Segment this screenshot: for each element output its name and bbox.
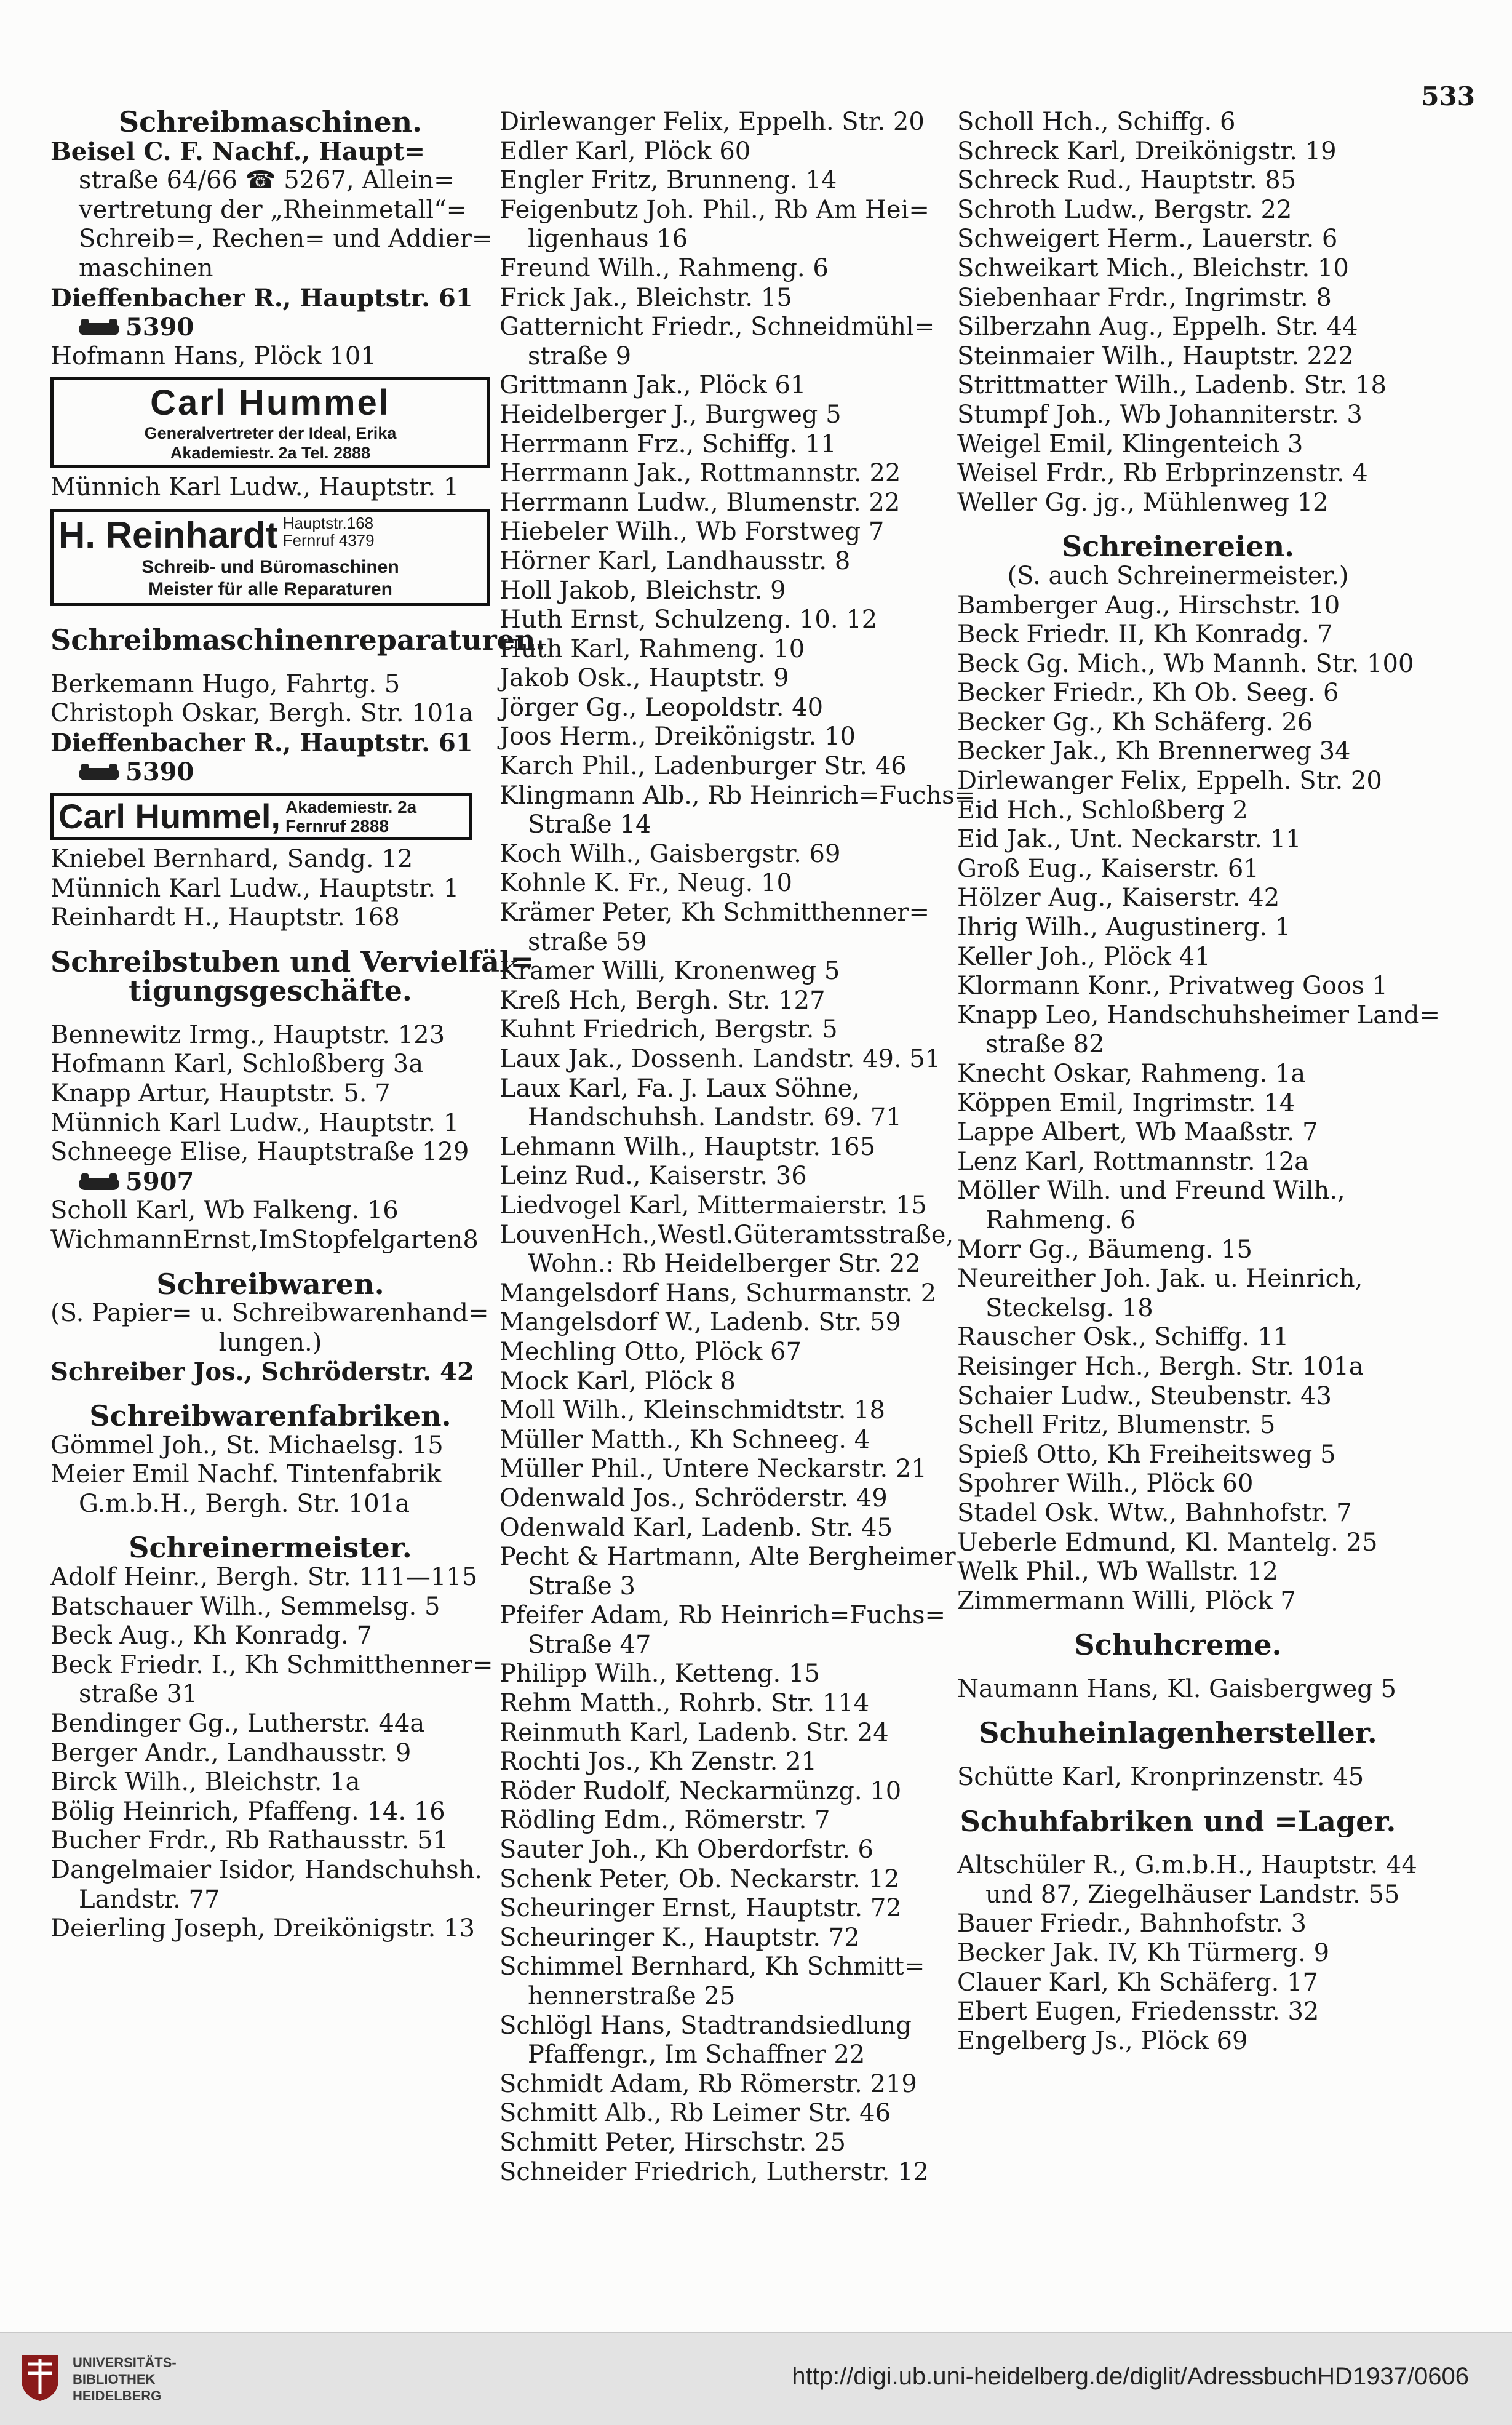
telephone-icon [79,768,119,780]
directory-entry: Gömmel Joh., St. Michaelsg. 15 [50,1431,444,1460]
entry-continuation: Straße 47 [528,1630,651,1659]
directory-entry: Becker Friedr., Kh Ob. Seeg. 6 [957,679,1339,708]
section-heading: Schuhfabriken und =Lager. [960,1804,1396,1838]
directory-entry: Pecht & Hartmann, Alte Bergheimer [499,1543,956,1572]
directory-entry: Schmitt Peter, Hirschstr. 25 [499,2128,846,2157]
directory-entry: Naumann Hans, Kl. Gaisbergweg 5 [957,1674,1396,1703]
directory-entry: Dirlewanger Felix, Eppelh. Str. 20 [499,108,925,136]
directory-entry: Müller Phil., Untere Neckarstr. 21 [499,1455,927,1484]
directory-entry: Klormann Konr., Privatweg Goos 1 [957,972,1388,1001]
entry-continuation: Wohn.: Rb Heidelberger Str. 22 [528,1250,921,1279]
directory-entry: Herrmann Frz., Schiffg. 11 [499,429,837,458]
directory-entry: Birck Wilh., Bleichstr. 1a [50,1768,360,1797]
directory-entry: Beck Aug., Kh Konradg. 7 [50,1621,372,1650]
directory-entry: Schmidt Adam, Rb Römerstr. 219 [499,2069,917,2098]
directory-entry: Laux Jak., Dossenh. Landstr. 49. 51 [499,1045,941,1073]
directory-entry: Kreß Hch, Bergh. Str. 127 [499,986,826,1015]
ad-meta-line: Fernruf 2888 [285,816,389,836]
cross-reference: (S. auch Schreinermeister.) [1007,561,1349,590]
directory-entry: Schneider Friedrich, Lutherstr. 12 [499,2157,929,2186]
directory-entry: Knapp Artur, Hauptstr. 5. 7 [50,1079,391,1108]
section-heading: tigungsgeschäfte. [129,974,412,1008]
entry-continuation: Handschuhsh. Landstr. 69. 71 [528,1103,902,1132]
directory-entry: Huth Karl, Rahmeng. 10 [499,634,805,663]
university-seal-icon [18,2352,62,2402]
directory-entry: Engler Fritz, Brunneng. 14 [499,166,837,195]
directory-entry: Lappe Albert, Wb Maaßstr. 7 [957,1118,1318,1147]
column-middle [499,108,976,2187]
advertisement-box [50,793,472,840]
spacer [957,1660,1399,1675]
directory-entry: Engelberg Js., Plöck 69 [957,2026,1248,2055]
directory-entry: Zimmermann Willi, Plöck 7 [957,1586,1296,1615]
ad-meta [283,514,375,549]
directory-entry: Groß Eug., Kaiserstr. 61 [957,854,1259,883]
entry-continuation: Landstr. 77 [79,1885,220,1914]
directory-entry: Siebenhaar Frdr., Ingrimstr. 8 [957,283,1332,312]
directory-entry: Joos Herm., Dreikönigstr. 10 [499,722,856,751]
spacer [50,655,490,670]
phone-number: 5390 [125,757,194,787]
directory-entry: Kniebel Bernhard, Sandg. 12 [50,844,413,873]
directory-entry: Freund Wilh., Rahmeng. 6 [499,254,829,282]
directory-entry: Welk Phil., Wb Wallstr. 12 [957,1557,1278,1586]
entry-continuation: straße 82 [985,1030,1105,1059]
ad-line: Schreib- und Büromaschinen [141,556,399,577]
directory-entry: Schreck Karl, Dreikönigstr. 19 [957,137,1337,166]
directory-entry: Koch Wilh., Gaisbergstr. 69 [499,839,841,868]
directory-entry: Beck Friedr. I., Kh Schmitthenner= [50,1650,493,1679]
entry-continuation: straße 9 [528,342,632,370]
directory-entry: Meier Emil Nachf. Tintenfabrik [50,1460,442,1489]
directory-entry: Sauter Joh., Kh Oberdorfstr. 6 [499,1836,873,1864]
directory-entry: Eid Hch., Schloßberg 2 [957,796,1248,825]
directory-entry: Kramer Willi, Kronenweg 5 [499,957,840,986]
ad-line: Meister für alle Reparaturen [148,578,392,599]
column-right [957,108,1440,2056]
directory-entry: Adolf Heinr., Bergh. Str. 111—115 [50,1562,478,1591]
directory-entry: Schaier Ludw., Steubenstr. 43 [957,1381,1332,1410]
directory-entry: Deierling Joseph, Dreikönigstr. 13 [50,1914,475,1943]
ad-meta-line: Hauptstr.168 [282,513,374,532]
page-number: 533 [1421,81,1475,111]
directory-entry: Bölig Heinrich, Pfaffeng. 14. 16 [50,1797,445,1826]
institution-line: HEIDELBERG [73,2388,162,2403]
directory-entry: Scheuringer Ernst, Hauptstr. 72 [499,1894,902,1923]
advertisement-box [50,509,490,606]
directory-entry: Jakob Osk., Hauptstr. 9 [499,664,789,693]
directory-entry: Dieffenbacher R., Hauptstr. 61 [50,283,473,313]
section-heading: Schreinermeister. [129,1531,412,1565]
directory-entry: Müller Matth., Kh Schneeg. 4 [499,1425,870,1454]
directory-entry: Rödling Edm., Römerstr. 7 [499,1806,830,1835]
directory-entry: Odenwald Karl, Ladenb. Str. 45 [499,1513,893,1542]
directory-entry: Bucher Frdr., Rb Rathausstr. 51 [50,1826,449,1855]
entry-continuation: Steckelsg. 18 [985,1293,1153,1322]
directory-entry: Christoph Oskar, Bergh. Str. 101a [50,699,474,728]
directory-entry: Lehmann Wilh., Hauptstr. 165 [499,1132,876,1161]
directory-entry: Karch Phil., Ladenburger Str. 46 [499,752,907,781]
ad-meta [285,797,416,836]
directory-entry: Spieß Otto, Kh Freiheitsweg 5 [957,1440,1336,1469]
institution-line: UNIVERSITÄTS- [73,2355,177,2370]
directory-entry: Berger Andr., Landhausstr. 9 [50,1738,412,1767]
directory-entry: Schroth Ludw., Bergstr. 22 [957,195,1292,224]
entry-continuation: ligenhaus 16 [528,225,688,254]
directory-entry: Münnich Karl Ludw., Hauptstr. 1 [50,473,460,502]
section-heading: Schreibmaschinen. [118,105,423,138]
entry-continuation: Rahmeng. 6 [985,1205,1136,1234]
entry-continuation: straße 31 [79,1680,198,1709]
directory-entry: Reisinger Hch., Bergh. Str. 101a [957,1352,1364,1381]
directory-entry: Stumpf Joh., Wb Johanniterstr. 3 [957,400,1363,429]
institution-name [73,2354,177,2404]
directory-entry: Scholl Karl, Wb Falkeng. 16 [50,1196,399,1225]
directory-entry: Steinmaier Wilh., Hauptstr. 222 [957,342,1354,370]
directory-entry: Mangelsdorf Hans, Schurmanstr. 2 [499,1279,937,1308]
directory-entry: Hörner Karl, Landhausstr. 8 [499,546,851,575]
directory-entry: Hölzer Aug., Kaiserstr. 42 [957,884,1280,913]
cross-reference: lungen.) [218,1328,322,1357]
directory-entry: Beck Gg. Mich., Wb Mannh. Str. 100 [957,649,1414,678]
directory-entry: Beisel C. F. Nachf., Haupt= [50,137,425,166]
directory-entry: Frick Jak., Bleichstr. 15 [499,283,792,312]
source-url-link[interactable]: http://digi.ub.uni-heidelberg.de/diglit/AdressbuchHD1937/0606 [792,2363,1469,2390]
directory-entry: Schreiber Jos., Schröderstr. 42 [50,1357,474,1387]
directory-entry: Schlögl Hans, Stadtrandsiedlung [499,2011,912,2040]
directory-entry: Schmitt Alb., Rb Leimer Str. 46 [499,2099,891,2128]
entry-continuation: straße 59 [528,927,647,956]
section-heading: Schreinereien. [1061,530,1295,564]
directory-entry: LouvenHch.,Westl.Güteramtsstraße, [499,1220,954,1249]
entry-continuation: Pfaffengr., Im Schaffner 22 [528,2040,865,2069]
directory-entry: Dangelmaier Isidor, Handschuhsh. [50,1855,483,1884]
institution-line: BIBLIOTHEK [73,2371,156,2387]
entry-continuation: vertretung der „Rheinmetall“= [79,195,468,224]
ad-title: Carl Hummel [150,383,391,423]
ad-title: Carl Hummel, [58,796,281,836]
telephone-icon [79,323,119,335]
directory-entry: Moll Wilh., Kleinschmidtstr. 18 [499,1396,885,1425]
entry-continuation: maschinen [79,254,213,282]
directory-entry: Schweikart Mich., Bleichstr. 10 [957,254,1349,282]
directory-entry: Kuhnt Friedrich, Bergstr. 5 [499,1015,838,1044]
directory-entry: Ihrig Wilh., Augustinerg. 1 [957,913,1291,942]
directory-entry: Kohnle K. Fr., Neug. 10 [499,869,792,898]
directory-entry: Hiebeler Wilh., Wb Forstweg 7 [499,517,885,546]
directory-entry: Knecht Oskar, Rahmeng. 1a [957,1060,1306,1088]
directory-entry: Ueberle Edmund, Kl. Mantelg. 25 [957,1528,1378,1557]
directory-entry: Philipp Wilh., Ketteng. 15 [499,1660,820,1688]
section-heading: Schreibstuben und Vervielfäl= [50,945,534,978]
directory-entry: Bennewitz Irmg., Hauptstr. 123 [50,1020,445,1049]
directory-entry: Rehm Matth., Rohrb. Str. 114 [499,1689,870,1718]
spacer [957,1836,1399,1851]
ad-title: H. Reinhardt [58,514,278,556]
entry-continuation: straße 64/66 ☎ 5267, Allein= [79,166,455,195]
directory-entry: Beck Friedr. II, Kh Konradg. 7 [957,620,1333,649]
directory-entry: Herrmann Jak., Rottmannstr. 22 [499,459,901,488]
directory-entry: Bendinger Gg., Lutherstr. 44a [50,1709,425,1738]
section-heading: Schreibwaren. [156,1267,384,1301]
directory-entry: Bauer Friedr., Bahnhofstr. 3 [957,1909,1307,1938]
ad-header-row [58,514,482,556]
directory-entry: WichmannErnst,ImStopfelgarten8 [50,1226,479,1255]
entry-continuation: Straße 14 [528,810,651,839]
ad-line: Generalvertreter der Ideal, Erika [144,424,397,443]
entry-continuation: Schreib=, Rechen= und Addier= [79,225,493,254]
directory-entry: Weller Gg. jg., Mühlenweg 12 [957,488,1329,517]
directory-entry: Silberzahn Aug., Eppelh. Str. 44 [957,313,1358,342]
ad-meta-line: Fernruf 4379 [282,530,375,549]
section-heading: Schuheinlagenhersteller. [979,1716,1377,1750]
entry-continuation: und 87, Ziegelhäuser Landstr. 55 [985,1880,1400,1909]
directory-entry: Schneege Elise, Hauptstraße 129 [50,1138,469,1167]
directory-entry: Münnich Karl Ludw., Hauptstr. 1 [50,1108,460,1137]
directory-entry: Schütte Karl, Kronprinzenstr. 45 [957,1763,1364,1792]
column-left [50,105,546,1944]
entry-continuation: Straße 3 [528,1572,635,1600]
directory-entry: (S. Papier= u. Schreibwarenhand= [50,1299,489,1328]
directory-entry: Schenk Peter, Ob. Neckarstr. 12 [499,1864,900,1893]
directory-entry: Scholl Hch., Schiffg. 6 [957,108,1236,136]
directory-entry: Bamberger Aug., Hirschstr. 10 [957,591,1340,620]
directory-entry: Weisel Frdr., Rb Erbprinzenstr. 4 [957,459,1368,488]
directory-entry: Liedvogel Karl, Mittermaierstr. 15 [499,1191,927,1220]
directory-entry: Feigenbutz Joh. Phil., Rb Am Hei= [499,195,929,224]
advertisement-box [50,377,490,468]
phone-number-entry [50,313,490,342]
directory-entry: Becker Jak. IV, Kh Türmerg. 9 [957,1939,1330,1968]
directory-entry: Jörger Gg., Leopoldstr. 40 [499,693,824,722]
directory-entry: Keller Joh., Plöck 41 [957,942,1211,971]
directory-entry: Röder Rudolf, Neckarmünzg. 10 [499,1776,902,1805]
directory-entry: Krämer Peter, Kh Schmitthenner= [499,898,930,927]
directory-entry: Rauscher Osk., Schiffg. 11 [957,1323,1289,1352]
section-heading: Schreibwarenfabriken. [89,1399,452,1432]
directory-entry: Schell Fritz, Blumenstr. 5 [957,1411,1276,1440]
directory-entry: Reinhardt H., Hauptstr. 168 [50,903,400,932]
directory-entry: Schweigert Herm., Lauerstr. 6 [957,225,1338,254]
directory-entry: Clauer Karl, Kh Schäferg. 17 [957,1968,1318,1997]
directory-entry: Köppen Emil, Ingrimstr. 14 [957,1089,1295,1117]
directory-entry: Morr Gg., Bäumeng. 15 [957,1235,1252,1264]
ad-meta-line: Akademiestr. 2a [285,797,417,817]
directory-entry: Becker Gg., Kh Schäferg. 26 [957,708,1313,737]
directory-entry: Edler Karl, Plöck 60 [499,137,751,166]
directory-entry: Herrmann Ludw., Blumenstr. 22 [499,488,901,517]
telephone-icon [79,1178,119,1190]
directory-entry: Münnich Karl Ludw., Hauptstr. 1 [50,874,460,903]
spacer [50,1006,490,1021]
directory-entry: Holl Jakob, Bleichstr. 9 [499,576,786,605]
directory-entry: Odenwald Jos., Schröderstr. 49 [499,1484,888,1512]
directory-entry: Scheuringer K., Hauptstr. 72 [499,1923,860,1952]
directory-entry: Hofmann Karl, Schloßberg 3a [50,1050,424,1079]
entry-continuation: hennerstraße 25 [528,1982,736,2010]
spacer [957,1748,1399,1763]
directory-entry: Altschüler R., G.m.b.H., Hauptstr. 44 [957,1851,1417,1880]
directory-entry: Lenz Karl, Rottmannstr. 12a [957,1147,1310,1176]
directory-entry: Weigel Emil, Klingenteich 3 [957,429,1303,458]
directory-entry: Klingmann Alb., Rb Heinrich=Fuchs= [499,781,976,810]
section-heading: Schuhcreme. [1074,1628,1282,1662]
directory-entry: Mangelsdorf W., Ladenb. Str. 59 [499,1308,901,1337]
phone-number: 5907 [125,1167,194,1196]
directory-entry: Berkemann Hugo, Fahrtg. 5 [50,669,400,698]
phone-number: 5390 [125,313,194,342]
directory-entry: Schimmel Bernhard, Kh Schmitt= [499,1952,925,1981]
directory-entry: Huth Ernst, Schulzeng. 10. 12 [499,605,878,634]
directory-entry: Dieffenbacher R., Hauptstr. 61 [50,728,473,757]
directory-entry: Knapp Leo, Handschuhsheimer Land= [957,1001,1440,1029]
directory-entry: Becker Jak., Kh Brennerweg 34 [957,737,1351,766]
directory-entry: Gatternicht Friedr., Schneidmühl= [499,313,935,342]
directory-entry: Heidelberger J., Burgweg 5 [499,400,842,429]
directory-entry: Dirlewanger Felix, Eppelh. Str. 20 [957,767,1382,796]
directory-entry: Möller Wilh. und Freund Wilh., [957,1177,1345,1205]
directory-entry: Rochti Jos., Kh Zenstr. 21 [499,1748,817,1776]
entry-continuation: G.m.b.H., Bergh. Str. 101a [79,1489,410,1518]
directory-entry: Grittmann Jak., Plöck 61 [499,371,806,400]
directory-entry: Mechling Otto, Plöck 67 [499,1337,802,1366]
directory-entry: Mock Karl, Plöck 8 [499,1367,736,1396]
directory-entry: Spohrer Wilh., Plöck 60 [957,1469,1254,1498]
directory-entry: Neureither Joh. Jak. u. Heinrich, [957,1264,1363,1293]
ad-line: Akademiestr. 2a Tel. 2888 [170,444,371,463]
directory-entry: Ebert Eugen, Friedensstr. 32 [957,1997,1319,2026]
directory-entry: Eid Jak., Unt. Neckarstr. 11 [957,825,1302,854]
directory-entry: Pfeifer Adam, Rb Heinrich=Fuchs= [499,1601,946,1630]
directory-entry: Stadel Osk. Wtw., Bahnhofstr. 7 [957,1498,1352,1527]
phone-number-entry [50,1167,490,1197]
directory-entry: Hofmann Hans, Plöck 101 [50,342,376,370]
directory-entry: Strittmatter Wilh., Ladenb. Str. 18 [957,371,1387,400]
phone-number-entry [50,757,490,787]
section-heading: Schreibmaschinenreparaturen. [50,623,546,657]
directory-entry: Schreck Rud., Hauptstr. 85 [957,166,1297,195]
viewer-footer [0,2332,1512,2425]
directory-entry: Reinmuth Karl, Ladenb. Str. 24 [499,1718,889,1747]
directory-entry: Leinz Rud., Kaiserstr. 36 [499,1162,807,1191]
directory-entry: Batschauer Wilh., Semmelsg. 5 [50,1592,440,1621]
directory-entry: Laux Karl, Fa. J. Laux Söhne, [499,1074,861,1103]
